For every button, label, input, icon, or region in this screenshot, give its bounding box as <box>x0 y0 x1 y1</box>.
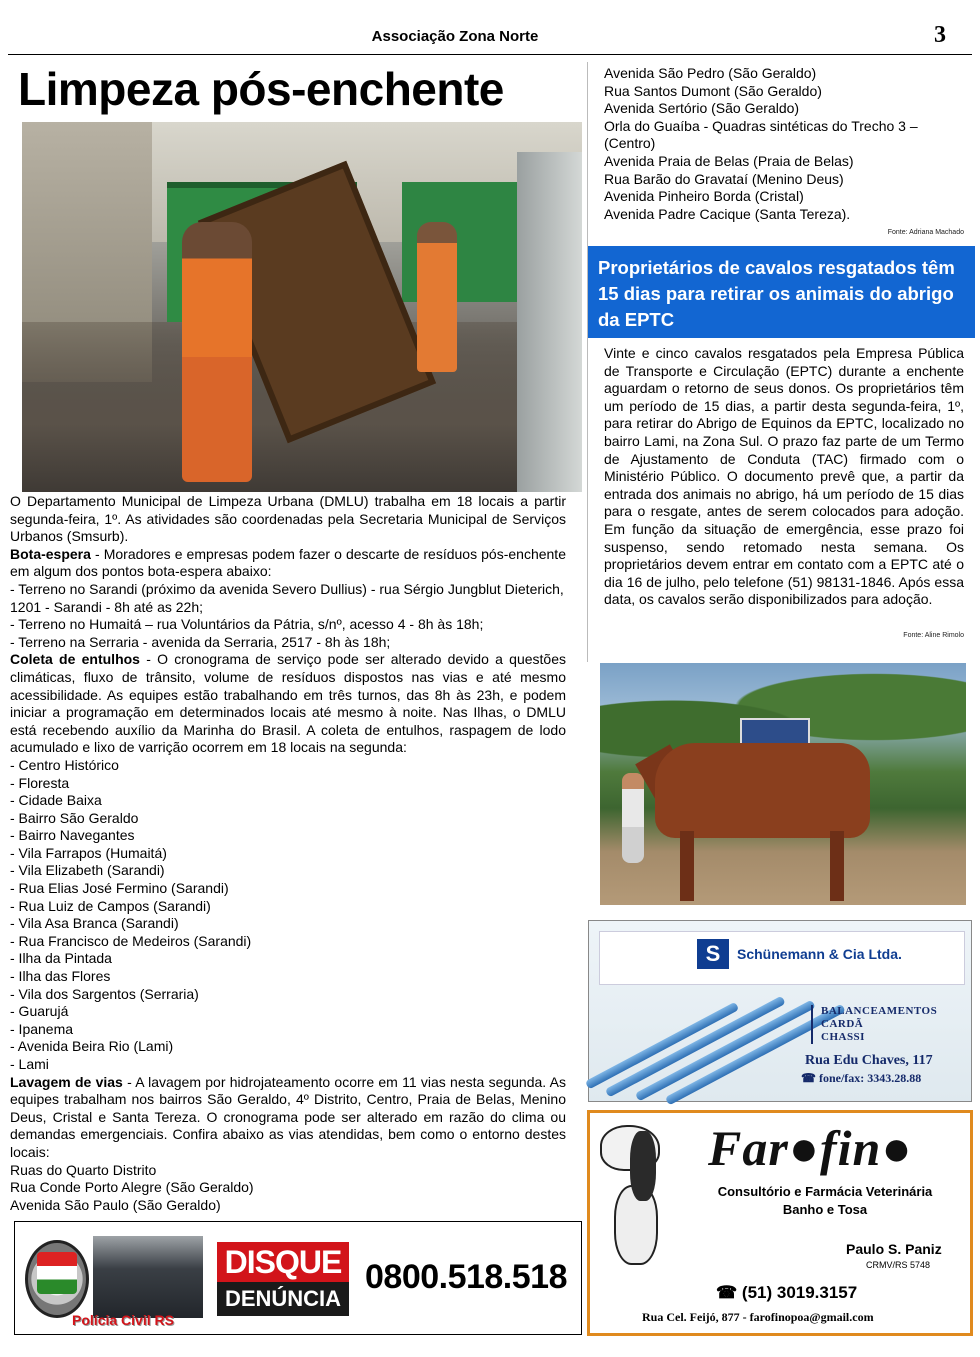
disque-denuncia-logo <box>217 1242 349 1316</box>
photo-credit: Fonte: Adriana Machado <box>887 229 964 236</box>
schunemann-ad[interactable] <box>588 920 972 1102</box>
list-item: - Rua Elias José Fermino (Sarandi) <box>10 880 229 897</box>
bota-espera-paragraph <box>10 546 566 581</box>
state-flag-icon <box>37 1252 77 1294</box>
list-item: Rua Santos Dumont (São Geraldo) <box>604 82 822 99</box>
driveshaft-icon <box>607 989 803 1097</box>
main-headline: Limpeza pós-enchente <box>18 63 504 115</box>
list-item: - Rua Francisco de Medeiros (Sarandi) <box>10 932 252 949</box>
page-number: 3 <box>934 22 946 48</box>
list-item: - Cidade Baixa <box>10 792 102 809</box>
list-item: - Terreno no Sarandi (próximo da avenida Severo Dullius) - rua Sérgio Jungblut Dieterich, 1201 - Sarandi - 8h até as 22h; <box>10 580 564 615</box>
bota-espera-title: Bota-espera <box>10 545 91 562</box>
list-item: - Terreno na Serraria - avenida da Serraria, 2517 - 8h às 18h; <box>10 633 391 650</box>
service-line: Banho e Tosa <box>782 1202 868 1217</box>
list-item: Avenida Pinheiro Borda (Cristal) <box>604 188 804 205</box>
bota-espera-text: - Moradores e empresas podem fazer o descarte de resíduos pós-enchente em algum dos pontos bota-espera abaixo: <box>10 545 566 580</box>
continued-list <box>604 65 964 223</box>
service-item: BALANCEAMENTOS <box>821 1005 938 1017</box>
officers-photo <box>93 1236 203 1318</box>
list-item: - Lami <box>10 1056 49 1072</box>
list-item: - Ilha das Flores <box>10 968 111 985</box>
phone-text: fone/fax: 3343.28.88 <box>818 1071 922 1085</box>
service-item: CHASSI <box>821 1031 865 1043</box>
list-item: - Bairro São Geraldo <box>10 809 139 826</box>
header-rule <box>8 54 972 55</box>
company-address: Rua Edu Chaves, 117 <box>805 1053 933 1068</box>
main-article-body <box>10 493 566 1214</box>
list-item: Orla do Guaíba - Quadras sintéticas do Trecho 3 – (Centro) <box>604 117 918 152</box>
lavagem-title: Lavagem de vias <box>10 1073 123 1090</box>
farofino-ad[interactable] <box>587 1110 973 1336</box>
phone-text: (51) 3019.3157 <box>741 1283 858 1302</box>
list-item: Avenida Padre Cacique (Santa Tereza). <box>604 205 851 222</box>
farofino-phone <box>716 1283 857 1303</box>
list-item: Rua Conde Porto Alegre (São Geraldo) <box>10 1179 254 1196</box>
intro-paragraph: O Departamento Municipal de Limpeza Urbana (DMLU) trabalha em 18 locais a partir segunda-feira, 1º. As atividades são coordenadas pela Secretaria Municipal de Serviços Urbanos (Smsurb). <box>10 493 566 545</box>
horse-article-body: Vinte e cinco cavalos resgatados pela Empresa Pública de Transporte e Circulação (EPTC) durante a enchente aguardam o retorno de seus donos. Os proprietários têm um período de 15 dias, a partir desta segunda-feira, 1º, para retirar do Abrigo de Equinos da EPTC, localizado no bairro Lami, na Zona Sul. O prazo faz parte de um Termo de Ajustamento de Conduta (TAC) firmado com o Ministério Público. O documento prevê que, a partir da entrada dos animais no abrigo, há um período de 15 dias para o resgate, antes de serem colocados para adoção. Em função da situação de emergência, esse prazo foi suspenso, sendo retomado nesta semana. Os proprietários devem entrar em contato com a EPTC até o dia 16 de julho, pelo telefone (51) 98131-1846. Após essa data, os cavalos serão disponibilizados para adoção. <box>604 345 964 608</box>
police-ad[interactable] <box>14 1221 582 1335</box>
list-item: - Ipanema <box>10 1020 74 1037</box>
list-item: Avenida São Pedro (São Geraldo) <box>604 65 817 81</box>
publication-name: Associação Zona Norte <box>371 28 539 45</box>
list-item: Avenida São Paulo (São Geraldo) <box>10 1196 221 1213</box>
list-item: Avenida Sertório (São Geraldo) <box>604 100 800 117</box>
lavagem-text: - A lavagem por hidrojateamento ocorre em 11 vias nesta segunda. As equipes trabalham nos bairros São Geraldo, 4º Distrito, Centro, Praia de Belas, Menino Deus, Cristal e Santa Tereza. O cronograma pode ser alterado em razão do clima ou demandas emergenciais. Confira abaixo as vias atendidas, bem como o entorno destes locais: <box>10 1073 567 1160</box>
list-item: Ruas do Quarto Distrito <box>10 1161 157 1178</box>
s-logo-icon: S <box>697 939 729 969</box>
horse-article-headline: Proprietários de cavalos resgatados têm 15 dias para retirar os animais do abrigo da EPTC <box>588 246 975 338</box>
service-item: CARDÃ <box>821 1018 864 1030</box>
lavagem-paragraph <box>10 1074 566 1162</box>
vet-crmv: CRMV/RS 5748 <box>866 1260 931 1270</box>
hotline-number: 0800.518.518 <box>365 1258 567 1296</box>
coleta-paragraph <box>10 651 566 757</box>
service-line: Consultório e Farmácia Veterinária <box>717 1184 933 1199</box>
list-item: - Centro Histórico <box>10 756 119 773</box>
source-credit: Fonte: Aline Rimolo <box>903 632 964 639</box>
company-phone <box>801 1071 921 1086</box>
list-item: - Floresta <box>10 774 70 791</box>
list-item: - Ilha da Pintada <box>10 950 112 967</box>
telephone-icon: ☎ <box>716 1283 742 1302</box>
farofino-address: Rua Cel. Feijó, 877 - farofinopoa@gmail.com <box>642 1310 874 1324</box>
police-label: Polícia Civil RS <box>72 1312 174 1328</box>
horse-photo <box>600 663 966 905</box>
cleanup-photo <box>22 122 582 492</box>
list-item: - Vila dos Sargentos (Serraria) <box>10 985 199 1002</box>
farofino-services <box>690 1183 960 1219</box>
column-rule <box>587 62 588 662</box>
dog-mascot-icon <box>600 1125 680 1275</box>
vet-name: Paulo S. Paniz <box>846 1241 942 1257</box>
list-item: - Bairro Navegantes <box>10 827 135 844</box>
coleta-title: Coleta de entulhos <box>10 651 140 668</box>
list-item: Avenida Praia de Belas (Praia de Belas) <box>604 152 854 169</box>
denuncia-text: DENÚNCIA <box>217 1282 349 1316</box>
telephone-icon: ☎ <box>801 1071 819 1085</box>
list-item: - Rua Luiz de Campos (Sarandi) <box>10 897 211 914</box>
coleta-text: - O cronograma de serviço pode ser alterado devido a questões climáticas, fluxo de trânsito, volume de resíduos dispostos nas vias e até mesmo acessibilidade. As equipes estão trabalhando em três turnos, das 8h às 23h, e podem iniciar a programação em determinados locais até mesmo à noite. Nas Ilhas, o DMLU está recebendo auxílio da Marinha do Brasil. A coleta de entulhos, raspagem de lodo acumulado e lixo de varrição ocorrem em 18 locais na segunda: <box>10 651 566 756</box>
list-item: Rua Barão do Gravataí (Menino Deus) <box>604 170 844 187</box>
services-list <box>811 1005 937 1044</box>
list-item: - Vila Asa Branca (Sarandi) <box>10 915 179 932</box>
list-item: - Terreno no Humaitá – rua Voluntários da Pátria, s/nº, acesso 4 - 8h às 18h; <box>10 616 484 633</box>
list-item: - Avenida Beira Rio (Lami) <box>10 1038 174 1055</box>
farofino-logo: Far●fin● <box>708 1120 913 1176</box>
list-item: - Guarujá <box>10 1003 69 1020</box>
list-item: - Vila Farrapos (Humaitá) <box>10 844 167 861</box>
disque-text: DISQUE <box>217 1242 349 1282</box>
list-item: - Vila Elizabeth (Sarandi) <box>10 862 165 879</box>
company-name: Schünemann & Cia Ltda. <box>737 946 902 962</box>
